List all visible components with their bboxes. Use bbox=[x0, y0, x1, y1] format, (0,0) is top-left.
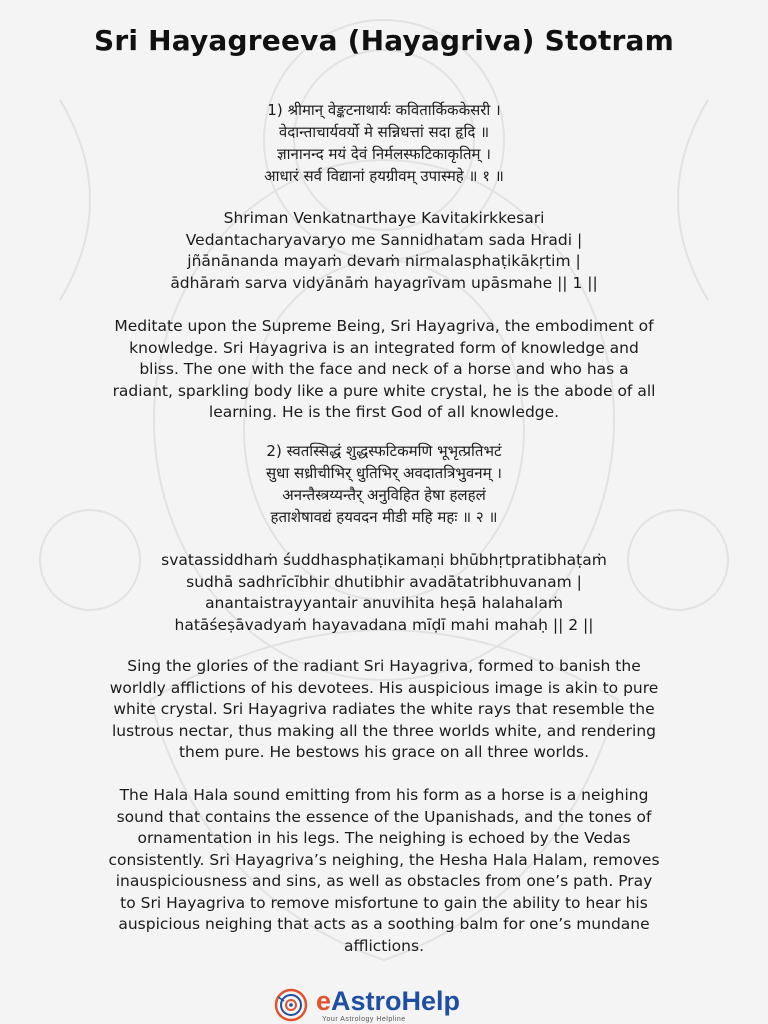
meaning-line: consistently. Sri Hayagriva’s neighing, the Hesha Hala Halam, removes bbox=[108, 850, 660, 869]
verse2-transliteration bbox=[40, 550, 728, 636]
verse-line: अनन्तैस्त्रय्यन्तैर् अनुविहित हेषा हलहलं bbox=[282, 486, 486, 504]
transliteration-line: Shriman Venkatnarthaye Kavitakirkkesari bbox=[223, 209, 545, 227]
meaning-line: lustrous nectar, thus making all the three worlds white, and rendering bbox=[112, 721, 656, 740]
meaning-line: worldly afflictions of his devotees. His auspicious image is akin to pure bbox=[109, 678, 659, 697]
astrology-wheel-icon bbox=[272, 988, 310, 1022]
verse2-devanagari bbox=[40, 440, 728, 528]
transliteration-line: jñānānanda mayaṁ devaṁ nirmalasphaṭikākṛtim | bbox=[187, 252, 581, 270]
page-title: Sri Hayagreeva (Hayagriva) Stotram bbox=[93, 24, 675, 57]
brand-logo[interactable] bbox=[0, 982, 768, 1024]
brand-tagline: Your Astrology Helpline bbox=[322, 1016, 406, 1023]
verse-line: 1) श्रीमान् वेङ्कटनाथार्यः कवितार्किककेसरी । bbox=[267, 101, 501, 119]
brand-rest: AstroHelp bbox=[331, 986, 461, 1016]
meaning-line: Sing the glories of the radiant Sri Hayagriva, formed to banish the bbox=[127, 657, 641, 675]
meaning-line: The Hala Hala sound emitting from his form as a horse is a neighing bbox=[119, 786, 649, 804]
verse2-meaning bbox=[40, 656, 728, 764]
verse-line: ज्ञानानन्द मयं देवं निर्मलस्फटिकाकृतिम् । bbox=[277, 145, 491, 163]
meaning-line: radiant, sparkling body like a pure white crystal, he is the abode of all bbox=[112, 381, 656, 400]
meaning-line: Meditate upon the Supreme Being, Sri Hayagriva, the embodiment of bbox=[114, 317, 654, 335]
meaning-line: ornamentation in his legs. The neighing is echoed by the Vedas bbox=[137, 829, 631, 847]
verse-line: वेदान्ताचार्यवर्यो मे सन्निधत्तां सदा हृदि ॥ bbox=[278, 123, 490, 141]
transliteration-line: anantaistrayyantair anuvihita heṣā halahalaṁ bbox=[205, 594, 563, 612]
brand-name bbox=[316, 986, 460, 1016]
meaning-line: inauspiciousness and sins, as well as obstacles from one’s path. Pray bbox=[115, 872, 653, 890]
logo-group[interactable] bbox=[272, 986, 502, 1024]
meaning-line: to Sri Hayagriva to remove misfortune to gain the ability to hear his bbox=[120, 893, 648, 912]
verse2-meaning-continued bbox=[40, 785, 728, 957]
transliteration-line: hatāśeṣāvadyaṁ hayavadana mīḍī mahi mahaḥ || 2 || bbox=[174, 615, 594, 634]
meaning-line: white crystal. Sri Hayagriva radiates the white rays that resemble the bbox=[113, 700, 655, 718]
meaning-line: bliss. The one with the face and neck of a horse and who has a bbox=[139, 360, 629, 378]
transliteration-line: ādhāraṁ sarva vidyānāṁ hayagrīvam upāsmahe || 1 || bbox=[170, 273, 598, 292]
verse-line: सुधा सध्रीचीभिर् धुतिभिर् अवदातत्रिभुवनम् । bbox=[265, 464, 502, 482]
meaning-line: sound that contains the essence of the Upanishads, and the tones of bbox=[116, 807, 652, 826]
meaning-line: learning. He is the first God of all knowledge. bbox=[208, 403, 560, 421]
meaning-line: them pure. He bestows his grace on all three worlds. bbox=[178, 743, 590, 761]
meaning-line: auspicious neighing that acts as a soothing balm for one’s mundane bbox=[118, 915, 650, 933]
meaning-line: afflictions. bbox=[343, 936, 424, 955]
verse1-transliteration bbox=[40, 208, 728, 294]
verse1-devanagari bbox=[40, 99, 728, 187]
transliteration-line: sudhā sadhrīcībhir dhutibhir avadātatribhuvanam | bbox=[186, 572, 582, 591]
transliteration-line: Vedantacharyavaryo me Sannidhatam sada Hradi | bbox=[185, 230, 583, 249]
verse1-meaning bbox=[40, 316, 728, 424]
meaning-line: knowledge. Sri Hayagriva is an integrated form of knowledge and bbox=[129, 338, 639, 357]
verse-line: आधारं सर्व विद्यानां हयग्रीवम् उपास्महे ॥ १ ॥ bbox=[264, 167, 504, 185]
verse-line: हताशेषावद्यं हयवदन मीडी महि महः ॥ २ ॥ bbox=[270, 508, 498, 526]
verse-line: 2) स्वतस्सिद्धं शुद्धस्फटिकमणि भूभृत्प्रतिभटं bbox=[266, 442, 502, 460]
transliteration-line: svatassiddhaṁ śuddhasphaṭikamaṇi bhūbhṛtpratibhaṭaṁ bbox=[161, 551, 607, 569]
brand-e: e bbox=[316, 986, 332, 1016]
